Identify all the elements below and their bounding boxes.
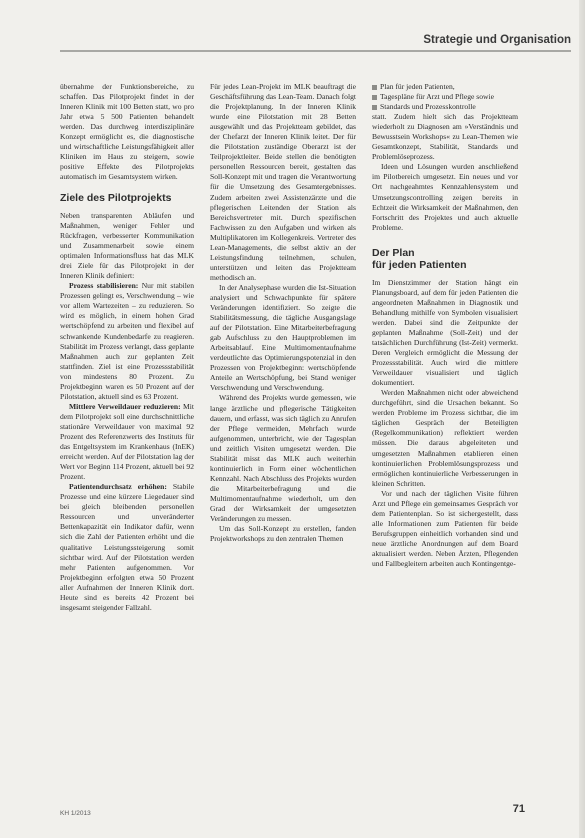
paragraph: Um das Soll-Konzept zu erstellen, fanden Projektworkshops zu den zentralen Themen: [210, 524, 356, 544]
paragraph: Für jedes Lean-Projekt im MLK beauftragt die Geschäftsführung das Lean-Team. Danach folgt die Projektplanung. In der Inneren Klinik wurde eine Pilotstation mit 28 Betten ausgewählt und das Projektteam gebildet, das der Chefarzt der Inneren Klinik leitet. Der für die Pilotstation zuständige Oberarzt ist der Teilprojektleiter. Beide stellen die benötigten personellen Ressourcen bereit, gestalten das Soll-Konzept mit und tragen die Verantwortung für die Umsetzung des Gesamtergebnisses. Zudem arbeiten zwei Assistenzärzte und die pflegerischen Leitenden der Station als Bereichsvertreter mit. Durch spezifischen Fachwissen zu den Aufgaben und wirken als Multiplikatoren im Kollegenkreis. Vertreter des Lean-Managements, die selbst aktiv an der Leistungsfindung teilnehmen, schulen, unterstützen und leiten das Projektteam methodisch an.: [210, 82, 356, 282]
page-number: 71: [512, 803, 525, 815]
issue-label: KH 1/2013: [60, 810, 91, 817]
paragraph: Neben transparenten Abläufen und Maßnahmen, weniger Fehler und Rückfragen, verbesserter Kommunikation und Zusammenarbeit sowie einem optimalen Informationsfluss hat das MLK drei Ziele für das Pilotprojekt in der Inneren Klinik definiert:: [60, 210, 194, 281]
bullet-list: [372, 82, 518, 112]
paragraph: Werden Maßnahmen nicht oder abweichend durchgeführt, sind die Ursachen bekannt. So werden Probleme im Prozess sichtbar, die im täglichen Gespräch der Beteiligten (Regelkommunikation) reflektiert werden müssen. Die daraus abgeleiteten und umgesetzten Maßnahmen etablieren einen kontinuierlichen Problemlösungsprozess und ermöglichen kontinuierliche Verbesserungen in kleinen Schritten.: [372, 388, 518, 488]
list-item: Tagespläne für Arzt und Pflege sowie: [372, 92, 518, 102]
run-in-heading: Mittlere Verweildauer reduzieren:: [69, 401, 181, 411]
section-title: Strategie und Organisation: [423, 34, 571, 46]
paragraph: Ideen und Lösungen wurden anschließend im Pilotbereich umgesetzt. Ein neues und vor Ort nachgeahmtes Kennzahlensystem und Umsetzungscontrolling zeigen bereits in Echtzeit die Wirksamkeit der Maßnahmen, den Fortschritt des Projektes und auch aktuelle Probleme.: [372, 162, 518, 232]
text-column-3: [372, 82, 518, 802]
paragraph-prozess-stabilisieren: [60, 281, 194, 402]
section-heading-ziele: Ziele des Pilotprojekts: [60, 192, 172, 205]
bullet-square-icon: [372, 105, 377, 110]
paragraph-verweildauer: [60, 402, 194, 482]
text-column-2: [210, 82, 356, 802]
paragraph-patientendurchsatz: [60, 482, 194, 613]
bullet-square-icon: [372, 95, 377, 100]
paragraph: In der Analysephase wurden die Ist-Situation analysiert und Schwachpunkte für spätere Veränderungen identifiziert. So zeigte die Stabilitätsmessung, die tägliche Ausgangslage auf der Pilotstation. Eine Mitarbeiterbefragung gab Aufschluss zu den Hauptproblemen im Arbeitsablauf. Eine Multimomentaufnahme verdeutlichte das Optimierungspotenzial in den Prozessen von Projektbeginn: wertschöpfende Anteile an Wertschöpfung, bei Stand weniger Verschwendung und Verschwendung.: [210, 282, 356, 393]
heading-line: für jeden Patienten: [372, 259, 467, 272]
list-item: Standards und Prozesskontrolle: [372, 102, 518, 112]
section-heading-plan: [372, 247, 518, 272]
bullet-square-icon: [372, 85, 377, 90]
paragraph-text: Nur mit stabilen Prozessen gelingt es, Verschwendung – wie vor allem Wartezeiten – zu reduzieren. So wird es möglich, in einem hohen Grad wertschöpfend zu arbeiten und flexibel auf schwankende Kundenbedarfe zu reagieren. Stabilität im Prozess verlangt, dass geplante Maßnahmen auch zur geplanten Zeit stattfinden. Ziel ist eine Prozessstabilität von mindestens 80 Prozent. Zu Projektbeginn waren es 50 Prozent auf der Pilotstation, aktuell sind es 63 Prozent.: [60, 281, 194, 401]
run-in-heading: Patientendurchsatz erhöhen:: [69, 482, 167, 492]
paragraph: statt. Zudem hielt sich das Projektteam wiederholt zu Diagnosen am »Verständnis und Bewusstsein Workshops« zu Lean-Themen wie Gesamtkonzept, Stabilität, Standards und Problemlöseprozess.: [372, 112, 518, 162]
header-rule: [60, 50, 571, 52]
paragraph-text: Stabile Prozesse und eine kürzere Liegedauer sind bei gleich bleibenden personellen Ressourcen und unveränderter Bettenkapazität ein Indikator dafür, wenn sich die Zahl der Patienten erhöht und die qualitative Leistungssteigerung somit sichtbar wird. Auf der Pilotstation werden mehr Patienten aufgenommen. Vor Projektbeginn erfolgten etwa 50 Prozent aller Aufnahmen der Inneren Klinik dort. Heute sind es bereits 42 Prozent bei insgesamt steigender Fallzahl.: [60, 482, 194, 612]
heading-line: Der Plan: [372, 246, 415, 259]
paragraph: übernahme der Funktionsbereiche, zu schaffen. Das Pilotprojekt findet in der Inneren Klinik mit 100 Betten statt, wo pro Jahr etwa 5 500 Patienten behandelt werden. Das durchweg interdisziplinäre Konzept ermöglicht es, die diagnostische und wirtschaftliche Leistungsfähigkeit aller Kliniken im Haus zu steigern, sowie positive Effekte des Pilotprojekts automatisch im Gesamtsystem wirken.: [60, 82, 194, 182]
paragraph: Während des Projekts wurde gemessen, wie lange ärztliche und pflegerische Tätigkeiten dauern, und erfasst, was sich täglich zu Anrufen der Pflege vermeiden, Mehrfach wurde aufgenommen, unterbricht, wie der Tagesplan und zeitlich Visiten umgesetzt werden. Die Stabilität misst das MLK auch weiterhin kontinuierlich in Form einer wöchentlichen Kennzahl. Nach Abschluss des Projekts wurden die Mitarbeiterbefragung und die Multimomentaufnahme wiederholt, um den Grad der Wirksamkeit der umgesetzten Veränderungen zu messen.: [210, 393, 356, 524]
run-in-heading: Prozess stabilisieren:: [69, 281, 139, 291]
page-header: [0, 0, 585, 58]
paragraph: Im Dienstzimmer der Station hängt ein Planungsboard, auf dem für jeden Patienten die angeordneten Maßnahmen in Diagnostik und Behandlung mithilfe von Symbolen visualisiert werden. Dabei sind die Zeitpunkte der geplanten Maßnahme (Soll-Zeit) und der tatsächlichen Durchführung (Ist-Zeit) vermerkt. Deren Vergleich ermöglicht die Messung der Prozessstabilität. Auch wird die mittlere Verweildauer visualisiert und täglich dokumentiert.: [372, 277, 518, 388]
paragraph: Vor und nach der täglichen Visite führen Arzt und Pflege ein gemeinsames Gespräch vor dem Patientenplan. So ist sichergestellt, dass alle Informationen zum Patienten für beide Berufsgruppen einheitlich vorhanden sind und neue ärztliche Anordnungen auf dem Board aktualisiert werden. Neben Ärzten, Pflegenden und Fallbegleitern arbeiten auch Kontingentge-: [372, 488, 518, 569]
text-column-1: [60, 82, 194, 802]
list-item: Plan für jeden Patienten,: [372, 82, 518, 92]
page-edge-shadow: [579, 0, 585, 838]
paragraph-text: Mit dem Pilotprojekt soll eine durchschnittliche stationäre Verweildauer von maximal 92 Prozent des Referenzwerts des Instituts für das Entgeltsystem im Krankenhaus (InEK) erreicht werden. Auf der Pilotstation lag der Wert vor Beginn 114 Prozent, aktuell bei 92 Prozent.: [60, 401, 194, 482]
